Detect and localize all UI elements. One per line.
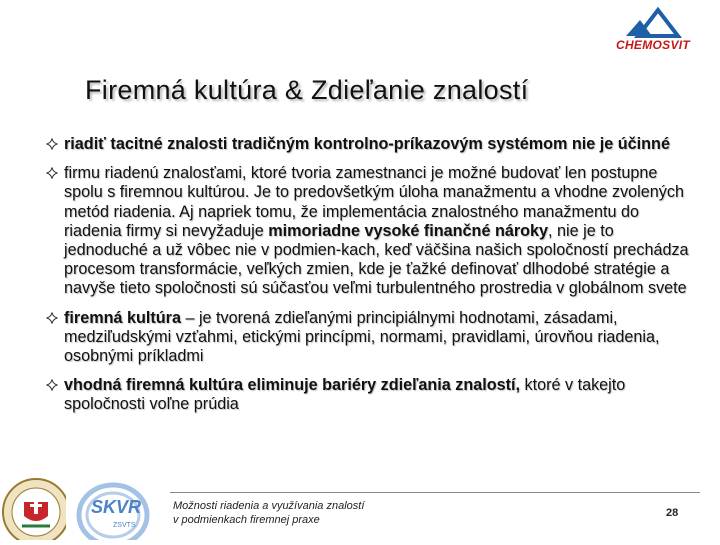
bullet-list bbox=[40, 135, 690, 425]
footer-divider bbox=[170, 492, 700, 493]
bullet-text bbox=[64, 164, 690, 298]
diamond-bullet-icon bbox=[46, 138, 58, 150]
brand-name: CHEMOSVIT bbox=[616, 38, 691, 52]
bullet-text-bold: riadiť tacitné znalosti tradičným kontrolno-príkazovým systémom nie je účinné bbox=[64, 135, 670, 153]
diamond-bullet-icon bbox=[46, 312, 58, 324]
footer-line-1: Možnosti riadenia a využívania znalostí bbox=[173, 500, 365, 512]
bullet-text-segment: firmu riadenú znalosťami, ktoré tvoria zamestnanci je možné budovať len postupne spolu s firemnou kultúrou. Je to predovšetkým úloha manažmentu a vhodne zvolených metód riadenia. Aj napriek tomu, že implementácia znalostného manažmentu do riadenia firmy si nevyžaduje bbox=[64, 164, 684, 240]
chemosvit-logo bbox=[608, 6, 712, 52]
page-number: 28 bbox=[666, 507, 679, 519]
footer-caption bbox=[173, 499, 433, 527]
university-crest-icon bbox=[0, 468, 66, 540]
slide-title: Firemná kultúra & Zdieľanie znalostí bbox=[85, 75, 529, 105]
bullet-item bbox=[40, 164, 690, 298]
bullet-text-bold: vhodná firemná kultúra eliminuje bariéry zdieľania znalostí, bbox=[64, 376, 521, 395]
diamond-bullet-icon bbox=[46, 379, 58, 391]
bullet-text-segment: , nie je to jednoduché a už vôbec nie v podmien-kach, keď väčšina našich spoločností prechádza procesom transformácie, veľkých zmien, kde je ťažké definovať dlhodobé stratégie a navyše tieto spoločnosti sú súčasťou veľmi turbulentného prostredia v globálnom svete bbox=[64, 221, 689, 298]
bullet-text-segment: ktoré v takejto spoločnosti voľne prúdia bbox=[64, 376, 626, 414]
bullet-text-segment: – je tvorená zdieľanými principiálnymi hodnotami, zásadami, medziľudskými vzťahmi, etickými princípmi, normami, pravidlami, úrovňou riadenia, osobnými príkladmi bbox=[64, 308, 660, 366]
bullet-text bbox=[64, 135, 690, 154]
chemosvit-triangle-logo-icon bbox=[618, 6, 698, 40]
bullet-item bbox=[40, 135, 690, 154]
footer-line-2: v podmienkach firemnej praxe bbox=[173, 514, 320, 526]
bullet-item bbox=[40, 309, 690, 367]
bullet-item bbox=[40, 376, 690, 414]
skvr-logo-icon bbox=[75, 475, 165, 540]
diamond-bullet-icon bbox=[46, 167, 58, 179]
zsvts-text: ZSVTS bbox=[113, 522, 136, 529]
bullet-text-bold: firemná kultúra bbox=[64, 308, 181, 327]
bullet-text bbox=[64, 309, 690, 367]
bullet-text bbox=[64, 376, 690, 414]
bullet-text-bold: mimoriadne vysoké finančné nároky bbox=[268, 221, 549, 240]
skvr-text: SKVR bbox=[91, 497, 142, 517]
